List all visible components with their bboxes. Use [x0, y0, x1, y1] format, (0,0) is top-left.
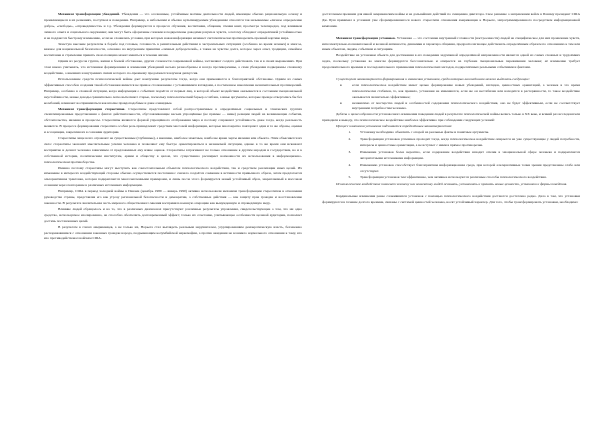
continued-paragraph: достаточным прежним для явной американским войны и на дальнейших действий по смещению диктатора. Свое решение о направлении войск в Панаму президент США Дж. Буш принимал в условиях уже сформировавшегося нового стереотипа отношения американцев к Норьеге, запрограммированного посредством информационной кампании. [322, 12, 580, 28]
paragraph: Механизм трансформации убеждений. Убеждения — это осознанные, устойчивые мотивы деятельности людей, имеющие обычно рациональную основу и проявляющиеся в их решениях, поступках и поведении. Например, к небольшим и обычно культивируемым убеждениям относятся так называемые «личное определение добра», «свободы», «справедливости» и т.д. Убеждения формируются в процессе обучения, воспитания, общения, чтения книг, просмотра телепередач, под влиянием личного опыта и социального окружения; они могут быть оформлены словами и подкреплены доводами разума и чувств, а потому обладают определённой устойчивостью и не поддаются быстрому изменению, если не сложились условия, при которых новая информация начинает систематически противоречить прежней картине мира. [44, 12, 302, 40]
italic-quote: Существуют закономерности формирования и изменения установок, среди которых важнейшими можно выделить следующие: [336, 76, 530, 81]
paragraph: Именно поэтому стереотипы могут выступать как самостоятельным объектом психологического воздействия, так и средством реализации иных целей. Их изменение в интересах воздействующей стороны обычно осуществляется постепенно: сначала создаётся сомнение в истинности привычного образа, затем предлагается альтернативная трактовка, которая подкрепляется многочисленными примерами, и лишь после этого формируется новый устойчивый образ, закрепляемый в массовом сознании через повторение в различных источниках информации. [44, 165, 302, 188]
paragraph: Механизм трансформации установок. Установка — это состояние внутренней готовности (настроенности) людей на специфическое для них проявление чувств, интеллектуально-познавательной и волевой активности, динамики и характера общения, предрасполагающее действовать определённым образом по отношению к тем или иным объектам, людям, событиям и ситуациям. [322, 35, 580, 52]
list-item: 2. Трансформация установок успешнее проходит тогда, когда психологическое воздействие опирается на уже существующие у людей потребности, интересы и ценностные ориентации, а не вступает с ними в прямое противоречие. [352, 137, 580, 149]
right-column [322, 12, 580, 424]
list-item: 4. Изменению установок способствует благоприятная информационная среда, при которой альтернативные точки зрения представлены слабо или отсутствуют. [352, 163, 580, 175]
left-column [44, 12, 302, 424]
italic-heading: Процесс изменения установок подчиняется определённым закономерностям: [336, 124, 453, 129]
paragraph: Использование средств психологической войны дает наилучшие результаты тогда, когда они применяются в благоприятной обстановке. Одним из самых эффективных способов создания такой обстановки является не прямое столкновение с устоявшимися взглядами, а постепенное накопление незначительных противоречий. Например, особенно в сложной ситуации, когда информация о событиях подаётся от первых лиц, в которой объект воздействия оказывается в состоянии эмоциональной неустойчивости, новые доводы сравнительно легко вытесняют старые, поскольку психологический барьер ослаблен, а иные аргументы, которые прежде отвергались бы без колебаний, начинают восприниматься как вполне правдоподобные и даже очевидные. [44, 76, 302, 105]
italic-paragraph: Психологическое воздействие помогает человеку или коллективу людей осознать, установить и принять новые ценности, установки и формы поведения. [336, 182, 568, 187]
list-item: 3. Изменение установок более вероятно, если содержание воздействия находит отклик в эмоциональной сфере человека и подкрепляется авторитетными источниками информации. [352, 150, 580, 162]
paragraph: Воздействие на установки объекта для достижения в его поведении задуманной определённой направленности является одной из самых сложных и трудоёмких задач, поскольку установка во многом формируется бессознательно и опирается на глубокие эмоциональные переживания человека; её изменение требует продолжительного времени и последовательного применения психологических методов, подкреплённых реальными событиями и фактами. [322, 53, 580, 70]
paragraph: В результате в глазах американцев, а не только их, Норьега стал выглядеть реальным нарушителем, узурпировавшим демократическую власть, беззаконно распоряжавшимся с отношении законных граждан народа, подрывающим колумбийской наркомафии, а против ожидания не возникло нормального отношения к тому, кто изо противодействовал войскам США. [44, 224, 302, 241]
paragraph: Механизм трансформации стереотипов. Стереотипы представляют собой распространённые в определённых социальных и этнических группах схематизированные представления о фактах действительности, обусловливающие весьма упрощённые (не прямые — ниже) реакции людей на возникающие события, обстоятельства, явления и процессы. Стереотипы являются формой упрощённого отображения мира и поэтому сохраняют устойчивость даже тогда, когда реальность меняется. В процессе формирования стереотипа особая роль принадлежит средствам массовой информации, которые многократно повторяют одни и те же образы, оценки и ассоциации, закрепляя их в сознании аудитории. [44, 106, 302, 135]
paragraph: Влияние людей обращалось и на то, что в различных диапазонах присутствуют различные результаты управления, свидетельствующие о том, что ни одно средство, используемое изолированно, не способно обеспечить долговременный эффект; только их сочетание, учитывающее особенности целевой аудитории, позволяет достичь поставленных целей. [44, 206, 302, 223]
paragraph: Стереотипы чаще всего отражают не существенные (глубинные), а внешние, наиболее заметные, наиболее яркие черты явления или объекта. Этим объясняется их сила: стереотипы экономят мыслительные усилия человека и позволяют ему быстро ориентироваться в незнакомой ситуации, однако в то же время они искажают восприятие и делают человека зависимым от предложенных ему извне оценок. Стереотипы затрагивают не только отношение к другим народам и государствам, но и к собственной истории, политическим институтам, армии и обществу в целом, что существенно расширяет возможности их использования в информационно-психологическом противоборстве. [44, 136, 302, 164]
list-item: 1. Установку необходимо объяснять с опорой на реальные факты и понятные аргументы. [352, 130, 580, 136]
list-item: ● независимо от мастерства людей и особенностей содержания психологического воздействия, оно не будет эффективным, если не соответствует внутренним потребностям человека. [352, 101, 580, 113]
numbered-list [322, 130, 580, 181]
list-item: 5. Трансформация установок тем эффективнее, чем активнее используются различные способы психологического воздействия. [352, 175, 580, 181]
list-item: ● если психологическое воздействие имеет целью формирование новых убеждений, взглядов, ценностных ориентаций, а человек в это время психологически стабилен, то, как правило, установки не изменяются, если же он нестабилен или находится в растерянности, то такое воздействие оказывается значительно эффективнее; [352, 83, 580, 101]
paragraph: Одним из ресурсов группа, жизни в боевой обстановке, других сложности современной войны, заставляют солдата действовать так и в своих выражениях. При этом важно учитывать, что источники формирования и изменения убеждений весьма разнообразны и всегда противоречивы, а сами убеждения подвержены сложному воздействию, о внешних и внутренних связях которого по-прежнему продолжается научная дискуссия. [44, 59, 302, 76]
bullet-list [322, 83, 580, 113]
paragraph: Кардинальные изменения ранее сложившихся установок с помощью психологического воздействия достаются достаточно редко. Дело в том, что установки формируются в течение долгого времени, связаны с системой ценностей человека, носят устойчивый характер. Для того, чтобы трансформировать установки, необходимо: [322, 194, 580, 205]
paragraph: Дебаты о целесообразности установочного изменения поведения людей в результате психологической войны велись только в XX веке, и всякий раз исследователи приходили к выводу, что психологическое воздействие наиболее эффективно при соблюдении следующих условий: [322, 112, 580, 123]
paragraph: Зачастую высокие результаты в борьбе под готовые, готовность к решительным действиям в экстремальных ситуациях (особенно во время ночных) и многое, важное для национальной безопасности, основано на внутреннем принятии «личных добродетелей», а также на чувстве долга, которое через опыт, традиции, семейное воспитание и стремление принять свою позицию может меняться в течение жизни. [44, 41, 302, 58]
paragraph: Например, США в период холодной войны в Панаме (декабрь 1989 — январь 1990) активно использовали механизм трансформации стереотипов в отношении руководства страны, представляя его как угрозу региональной безопасности и демократии, а собственные действия — как защиту прав граждан и восстановление законности. В результате значительная часть мирового общественного мнения восприняла военную операцию как вынужденную и справедливую меру. [44, 189, 302, 205]
